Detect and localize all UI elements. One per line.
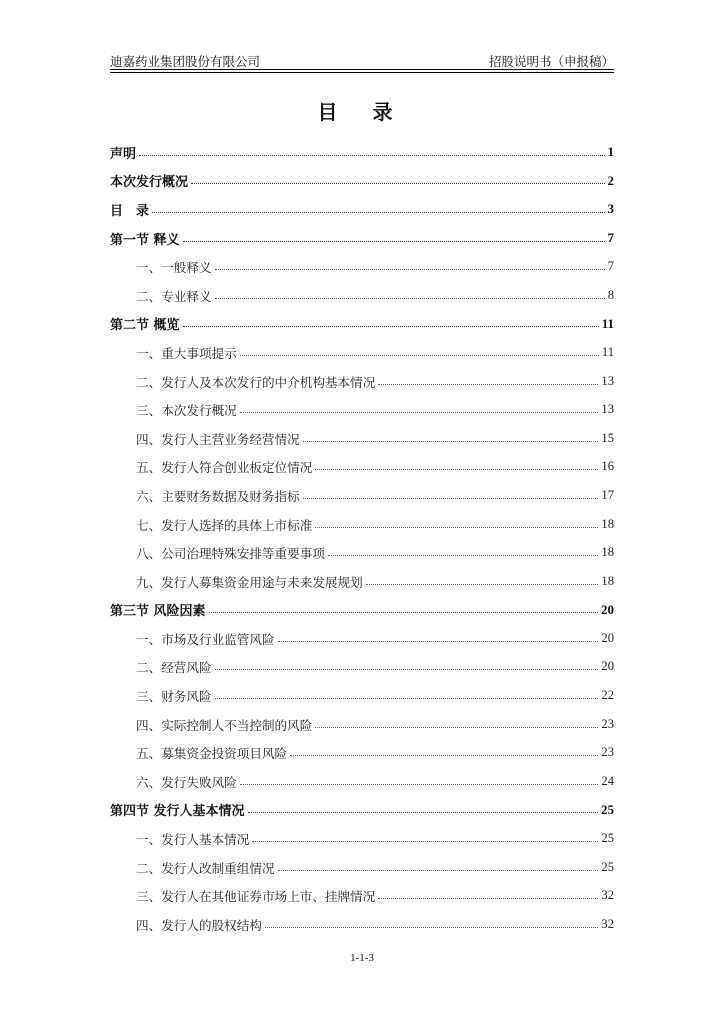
toc-entry-title: 一、一般释义: [136, 260, 212, 276]
toc-entry-page: 3: [607, 201, 614, 217]
toc-entry-page: 23: [601, 716, 614, 731]
toc-dot-leader: [191, 183, 604, 184]
toc-dot-leader: [278, 870, 599, 871]
toc-entry-title: 第一节 释义: [110, 232, 180, 248]
toc-entry-title: 第二节 概览: [110, 318, 180, 334]
toc-section-entry[interactable]: [110, 281, 614, 310]
header-rule: [110, 69, 614, 70]
toc-entry-title: 二、发行人改制重组情况: [136, 860, 275, 876]
toc-entry-title: 二、专业释义: [136, 288, 212, 304]
toc-chapter-entry[interactable]: [110, 796, 614, 825]
toc-entry-page: 20: [601, 601, 614, 617]
toc-entry-page: 13: [601, 402, 614, 417]
toc-section-entry[interactable]: [110, 567, 614, 596]
toc-dot-leader: [183, 326, 599, 327]
toc-section-entry[interactable]: [110, 710, 614, 739]
toc-entry-page: 11: [601, 344, 614, 359]
toc-dot-leader: [209, 612, 598, 613]
toc-section-entry[interactable]: [110, 653, 614, 682]
toc-entry-title: 六、主要财务数据及财务指标: [136, 488, 300, 504]
toc-dot-leader: [315, 527, 598, 528]
toc-dot-leader: [240, 355, 599, 356]
toc-section-entry[interactable]: [110, 367, 614, 396]
toc-section-entry[interactable]: [110, 538, 614, 567]
toc-entry-title: 一、重大事项提示: [136, 345, 237, 361]
toc-section-entry[interactable]: [110, 738, 614, 767]
toc-entry-title: 目 录: [110, 203, 150, 219]
toc-dot-leader: [378, 384, 598, 385]
page-title: 目 录: [317, 100, 407, 124]
header-company-name: 迪嘉药业集团股份有限公司: [110, 54, 261, 69]
toc-entry-title: 一、市场及行业监管风险: [136, 631, 275, 647]
toc-entry-page: 25: [601, 801, 614, 817]
toc-entry-title: 六、发行失败风险: [136, 774, 237, 790]
toc-entry-page: 25: [601, 859, 614, 874]
toc-section-entry[interactable]: [110, 910, 614, 939]
toc-entry-title: 三、本次发行概况: [136, 403, 237, 419]
toc-entry-page: 18: [601, 516, 614, 531]
toc-entry-title: 第四节 发行人基本情况: [110, 804, 245, 820]
toc-entry-page: 8: [607, 287, 614, 302]
toc-dot-leader: [265, 927, 598, 928]
toc-entry-page: 13: [601, 373, 614, 388]
toc-entry-page: 23: [601, 745, 614, 760]
toc-dot-leader: [215, 669, 599, 670]
toc-section-entry[interactable]: [110, 481, 614, 510]
toc-entry-page: 17: [601, 487, 614, 502]
toc-section-entry[interactable]: [110, 853, 614, 882]
toc-entry-title: 一、发行人基本情况: [136, 832, 250, 848]
toc-entry-title: 八、公司治理特殊安排等重要事项: [136, 546, 325, 562]
toc-entry-title: 五、发行人符合创业板定位情况: [136, 460, 313, 476]
toc-entry-title: 第三节 风险因素: [110, 604, 206, 620]
toc-entry-title: 本次发行概况: [110, 175, 189, 191]
toc-section-entry[interactable]: [110, 252, 614, 281]
toc-dot-leader: [240, 784, 599, 785]
toc-chapter-entry[interactable]: [110, 310, 614, 339]
toc-section-entry[interactable]: [110, 453, 614, 482]
toc-section-entry[interactable]: [110, 881, 614, 910]
toc-dot-leader: [152, 212, 604, 213]
toc-section-entry[interactable]: [110, 824, 614, 853]
page-header: [110, 50, 614, 70]
toc-section-entry[interactable]: [110, 681, 614, 710]
toc-entry-page: 1: [607, 144, 614, 160]
toc-entry-page: 20: [601, 659, 614, 674]
toc-entry-title: 三、发行人在其他证券市场上市、挂牌情况: [136, 889, 376, 905]
toc-section-entry[interactable]: [110, 624, 614, 653]
toc-dot-leader: [315, 727, 598, 728]
toc-chapter-entry[interactable]: [110, 224, 614, 253]
toc-entry-page: 2: [607, 172, 614, 188]
toc-dot-leader: [183, 241, 605, 242]
toc-entry-page: 32: [601, 916, 614, 931]
toc-dot-leader: [378, 898, 598, 899]
header-document-type: 招股说明书（申报稿）: [488, 54, 614, 69]
toc-dot-leader: [366, 584, 599, 585]
toc-entry-page: 18: [601, 573, 614, 588]
toc-entry-title: 五、募集资金投资项目风险: [136, 746, 288, 762]
toc-dot-leader: [139, 155, 604, 156]
toc-entry-title: 三、财务风险: [136, 689, 212, 705]
toc-dot-leader: [315, 469, 598, 470]
toc-entry-page: 32: [601, 888, 614, 903]
toc-entry-page: 22: [601, 688, 614, 703]
toc-entry-page: 18: [601, 545, 614, 560]
toc-entry-page: 15: [601, 430, 614, 445]
toc-entry-page: 7: [607, 259, 614, 274]
toc-section-entry[interactable]: [110, 395, 614, 424]
toc-entry-title: 四、发行人主营业务经营情况: [136, 431, 300, 447]
toc-entry-page: 25: [601, 831, 614, 846]
toc-entry-title: 九、发行人募集资金用途与未来发展规划: [136, 574, 363, 590]
toc-dot-leader: [290, 755, 598, 756]
toc-entry-title: 七、发行人选择的具体上市标准: [136, 517, 313, 533]
table-of-contents: [110, 138, 614, 939]
header-rule-thin: [110, 72, 614, 73]
toc-entry-page: 24: [601, 773, 614, 788]
toc-entry-title: 二、经营风险: [136, 660, 212, 676]
toc-chapter-entry[interactable]: [110, 167, 614, 196]
toc-dot-leader: [215, 269, 605, 270]
toc-entry-page: 20: [601, 630, 614, 645]
toc-dot-leader: [240, 412, 599, 413]
page-footer-number: 1-1-3: [350, 952, 374, 964]
toc-entry-title: 二、发行人及本次发行的中介机构基本情况: [136, 374, 376, 390]
toc-dot-leader: [303, 441, 599, 442]
toc-dot-leader: [303, 498, 599, 499]
toc-dot-leader: [215, 298, 605, 299]
toc-dot-leader: [328, 555, 599, 556]
toc-entry-page: 16: [601, 459, 614, 474]
toc-dot-leader: [252, 841, 598, 842]
toc-section-entry[interactable]: [110, 767, 614, 796]
toc-chapter-entry[interactable]: [110, 138, 614, 167]
toc-entry-title: 声明: [110, 146, 137, 162]
toc-entry-title: 四、实际控制人不当控制的风险: [136, 717, 313, 733]
toc-chapter-entry[interactable]: [110, 195, 614, 224]
toc-section-entry[interactable]: [110, 424, 614, 453]
toc-entry-page: 11: [601, 315, 614, 331]
toc-dot-leader: [278, 641, 599, 642]
toc-chapter-entry[interactable]: [110, 596, 614, 625]
toc-dot-leader: [215, 698, 599, 699]
toc-section-entry[interactable]: [110, 510, 614, 539]
toc-section-entry[interactable]: [110, 338, 614, 367]
toc-dot-leader: [248, 812, 598, 813]
toc-entry-title: 四、发行人的股权结构: [136, 917, 262, 933]
toc-entry-page: 7: [607, 230, 614, 246]
